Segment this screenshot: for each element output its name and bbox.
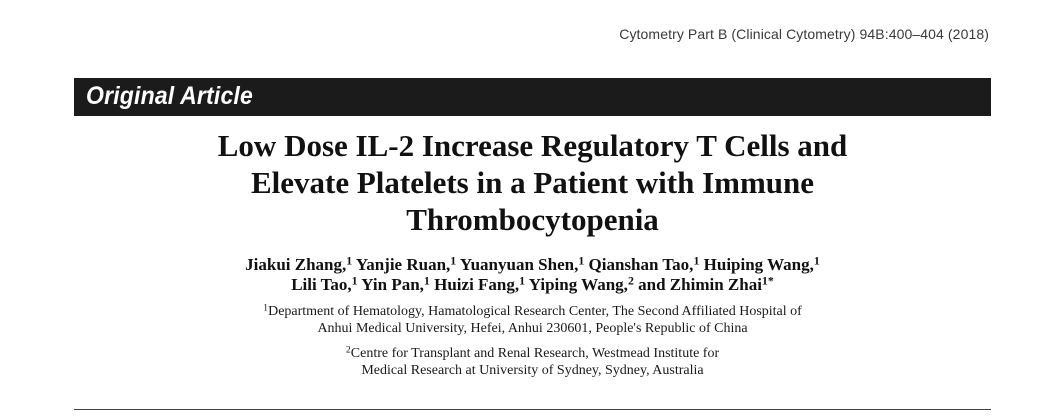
section-label: Original Article bbox=[86, 82, 253, 110]
affiliation-mark: 1 bbox=[263, 302, 269, 314]
journal-citation: Cytometry Part B (Clinical Cytometry) 94B:400–404 (2018) bbox=[619, 26, 989, 42]
author-name: Huiping Wang, bbox=[703, 255, 814, 274]
section-banner bbox=[74, 78, 991, 116]
author-line-1 bbox=[74, 255, 991, 275]
divider-rule bbox=[74, 409, 991, 410]
affiliation-2 bbox=[74, 345, 991, 379]
author-name: Yiping Wang, bbox=[528, 275, 628, 294]
author-line-2 bbox=[74, 275, 991, 295]
affiliation-1 bbox=[74, 303, 991, 337]
author-affiliation-mark: 1 bbox=[519, 273, 526, 288]
affiliation-line bbox=[74, 345, 991, 362]
author-affiliation-mark: 1* bbox=[761, 273, 774, 288]
affiliation-line bbox=[74, 303, 991, 320]
affiliation-mark: 2 bbox=[345, 344, 351, 356]
author-affiliation-mark: 2 bbox=[627, 273, 634, 288]
affiliation-text: Anhui Medical University, Hefei, Anhui 230601, People's Republic of China bbox=[317, 321, 748, 336]
title-line-1: Low Dose IL-2 Increase Regulatory T Cells and bbox=[217, 128, 848, 163]
author-name: Qianshan Tao, bbox=[588, 255, 694, 274]
author-name: Yanjie Ruan, bbox=[355, 255, 451, 274]
affiliation-text: Centre for Transplant and Renal Research, Westmead Institute for bbox=[350, 346, 720, 361]
author-affiliation-mark: 1 bbox=[450, 253, 457, 268]
affiliation-text: Medical Research at University of Sydney, Sydney, Australia bbox=[361, 363, 704, 378]
author-affiliation-mark: 1 bbox=[423, 273, 430, 288]
author-affiliation-mark: 1 bbox=[351, 273, 358, 288]
article-title bbox=[74, 127, 991, 238]
author-affiliation-mark: 1 bbox=[578, 253, 585, 268]
affiliation-text: Department of Hematology, Hamatological Research Center, The Second Affiliated Hospital of bbox=[268, 304, 802, 319]
author-name: Lili Tao, bbox=[291, 275, 352, 294]
author-affiliation-mark: 1 bbox=[346, 253, 353, 268]
title-line-2: Elevate Platelets in a Patient with Immune bbox=[250, 165, 815, 200]
author-name: Huizi Fang, bbox=[434, 275, 520, 294]
author-list bbox=[74, 255, 991, 295]
author-name: Yuanyuan Shen, bbox=[459, 255, 579, 274]
author-affiliation-mark: 1 bbox=[813, 253, 820, 268]
author-name: Yin Pan, bbox=[361, 275, 424, 294]
author-affiliation-mark: 1 bbox=[693, 253, 700, 268]
title-line-3: Thrombocytopenia bbox=[406, 202, 659, 237]
author-name: Jiakui Zhang, bbox=[245, 255, 347, 274]
author-name: and Zhimin Zhai bbox=[638, 275, 762, 294]
